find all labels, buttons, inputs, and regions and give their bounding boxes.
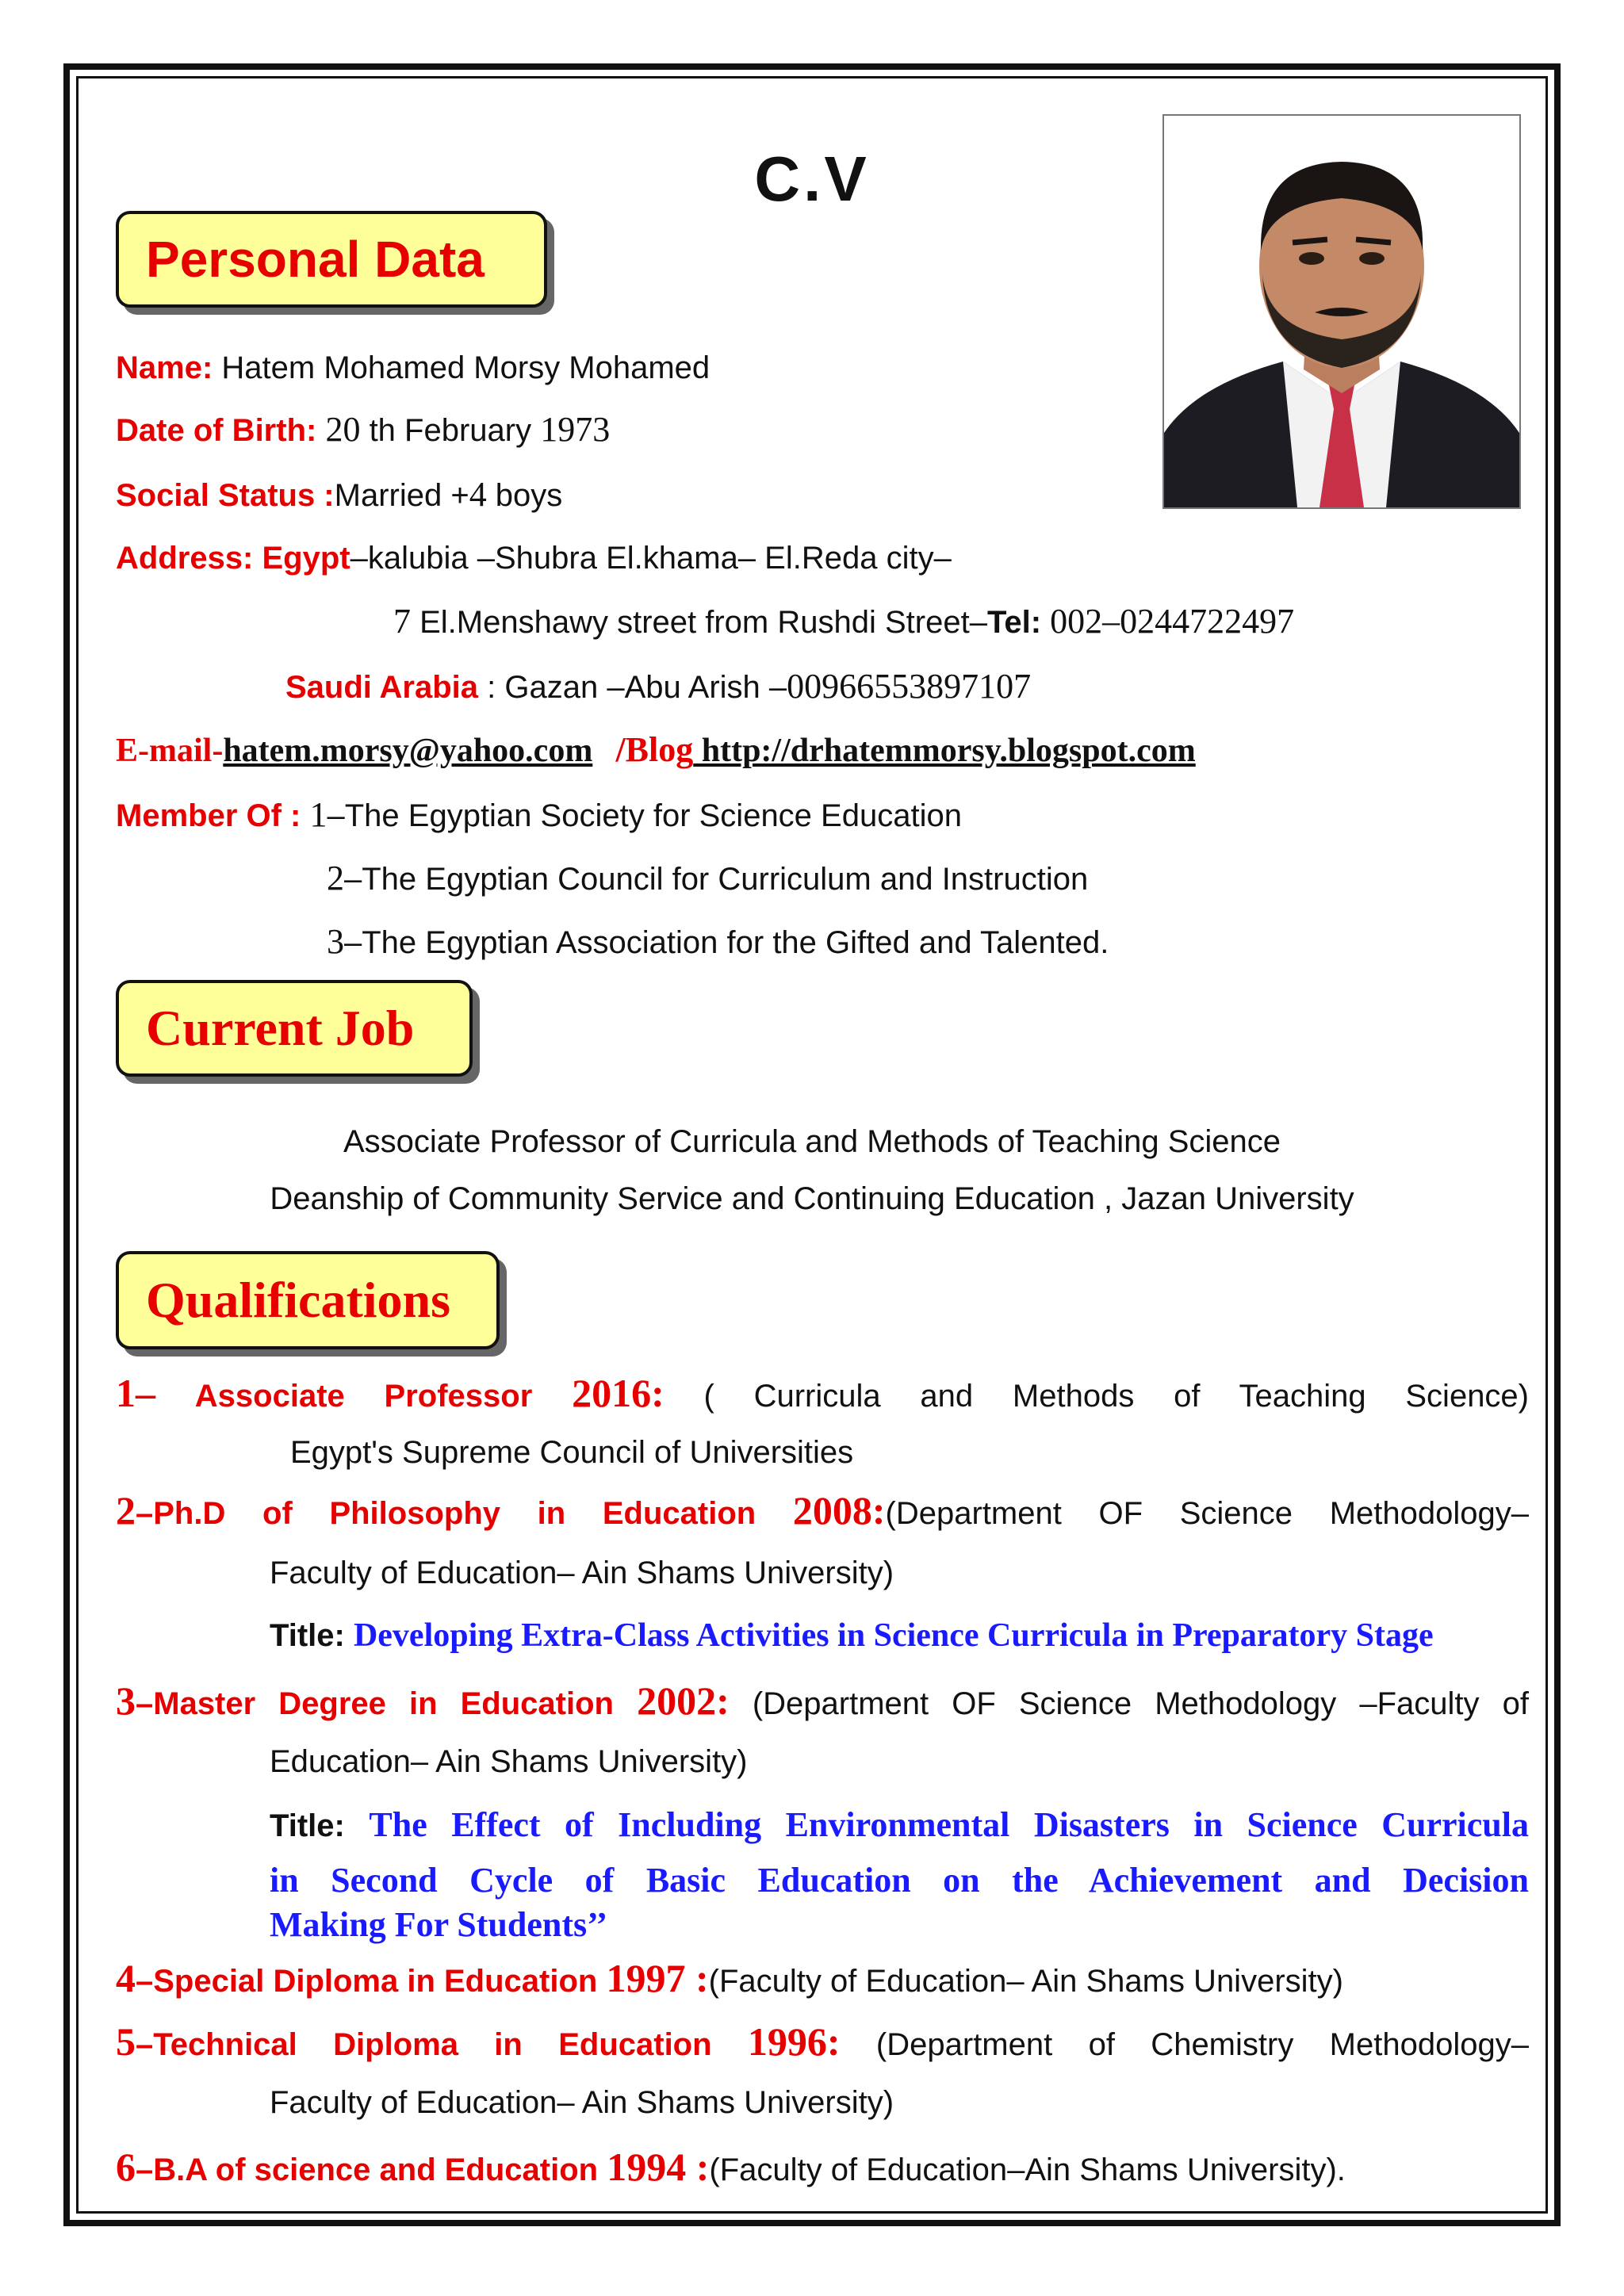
q5-number: 5 <box>116 2019 136 2064</box>
q1-line2: Egypt's Supreme Council of Universities <box>290 1435 854 1470</box>
q3-thesis-title-a: The Effect of Including Environmental Disasters in Science Curricula <box>369 1805 1529 1844</box>
social-status-row <box>116 477 562 512</box>
qualification-6 <box>116 2147 1346 2187</box>
q3-title-label: Title: <box>270 1808 345 1843</box>
member-row-1 <box>116 795 962 834</box>
tel-label: Tel: <box>986 605 1042 640</box>
social-status-num: 4 <box>469 475 487 514</box>
q5-year: 1996: <box>747 2019 841 2064</box>
address-row-2 <box>393 604 1294 639</box>
social-status-a: Married + <box>334 478 469 513</box>
q2-year: 2008: <box>792 1488 886 1533</box>
q3-text: (Department OF Science Methodology –Faculty of <box>752 1686 1529 1721</box>
q1-number: 1– <box>116 1371 155 1415</box>
page-title: C.V <box>754 144 870 214</box>
saudi-row <box>285 669 1031 704</box>
member-num-1: 1 <box>309 795 327 834</box>
q4-year: 1997 : <box>606 1956 709 2000</box>
qualification-2 <box>116 1488 1529 1533</box>
q3-line2: Education– Ain Shams University) <box>270 1744 748 1779</box>
portrait-image <box>1164 116 1519 507</box>
section-current-job: Current Job <box>116 980 473 1077</box>
member-num-3: 3 <box>327 922 344 961</box>
q2-number: 2 <box>116 1488 136 1533</box>
qualification-5 <box>116 2019 1529 2064</box>
member-text-2: –The Egyptian Council for Curriculum and Instruction <box>344 862 1089 897</box>
q4-text: (Faculty of Education– Ain Shams University) <box>708 1964 1343 1999</box>
saudi-phone: 00966553897107 <box>787 667 1032 706</box>
email-link[interactable]: hatem.morsy@yahoo.com <box>223 733 593 769</box>
blog-link[interactable]: http://drhatemmorsy.blogspot.com <box>693 733 1196 769</box>
q2-thesis-title: Developing Extra-Class Activities in Science Curricula in Preparatory Stage <box>353 1617 1434 1654</box>
address-label: Address: Egypt <box>116 541 350 576</box>
q2-line2: Faculty of Education– Ain Shams University) <box>270 1556 894 1590</box>
q4-label: –Special Diploma in Education <box>136 1964 598 1999</box>
dob-year: 1973 <box>540 410 611 449</box>
social-status-label: Social Status : <box>116 478 335 513</box>
q2-label: –Ph.D of Philosophy in Education <box>136 1496 756 1531</box>
address-line1: –kalubia –Shubra El.khama– El.Reda city– <box>350 541 952 576</box>
q3-thesis-title-c: Making For Students’’ <box>270 1905 608 1944</box>
q5-line2: Faculty of Education– Ain Shams University) <box>270 2085 894 2120</box>
social-status-b: boys <box>486 478 563 513</box>
dob-row <box>116 412 610 447</box>
member-row-3 <box>327 924 1109 959</box>
q4-number: 4 <box>116 1956 136 2000</box>
member-text-3: –The Egyptian Association for the Gifted and Talented. <box>344 925 1109 960</box>
qualification-3 <box>116 1678 1529 1723</box>
member-text-1: –The Egyptian Society for Science Education <box>327 798 962 833</box>
contact-row <box>116 730 1196 769</box>
dob-label: Date of Birth: <box>116 413 317 448</box>
name-label: Name: <box>116 350 213 385</box>
address-row <box>116 542 952 574</box>
q2-text: (Department OF Science Methodology– <box>885 1496 1529 1531</box>
q2-title-label: Title: <box>270 1618 345 1653</box>
address-line2: El.Menshawy street from Rushdi Street– <box>411 605 987 640</box>
name-value: Hatem Mohamed Morsy Mohamed <box>221 350 710 385</box>
address-number: 7 <box>393 602 411 641</box>
q1-label: Associate Professor <box>194 1379 533 1414</box>
q6-text: (Faculty of Education–Ain Shams University). <box>709 2152 1346 2187</box>
dob-day: 20 <box>325 410 361 449</box>
profile-photo <box>1162 114 1521 509</box>
qualification-1 <box>116 1373 1529 1413</box>
q1-year: 2016: <box>572 1371 665 1415</box>
member-num-2: 2 <box>327 859 344 897</box>
q6-label: –B.A of science and Education <box>136 2152 599 2187</box>
name-row <box>116 352 710 384</box>
saudi-address: : Gazan –Abu Arish – <box>478 670 787 705</box>
q6-number: 6 <box>116 2145 136 2189</box>
qualification-4 <box>116 1958 1343 1998</box>
q2-title-row <box>270 1619 1434 1652</box>
dob-month: th February <box>360 413 541 448</box>
section-qualifications: Qualifications <box>116 1251 500 1349</box>
q5-text: (Department of Chemistry Methodology– <box>875 2027 1529 2062</box>
job-department: Deanship of Community Service and Continuing Education , Jazan University <box>270 1181 1354 1216</box>
q3-thesis-title-b: in Second Cycle of Basic Education on the Achievement and Decision <box>270 1861 1529 1900</box>
q3-year: 2002: <box>637 1678 730 1723</box>
q1-text: ( Curricula and Methods of Teaching Science) <box>703 1379 1530 1414</box>
section-personal-data: Personal Data <box>116 211 547 308</box>
saudi-label: Saudi Arabia <box>285 670 479 705</box>
email-label: E-mail- <box>116 733 224 769</box>
q3-label: –Master Degree in Education <box>136 1686 614 1721</box>
member-label: Member Of : <box>116 798 310 833</box>
job-title: Associate Professor of Curricula and Methods of Teaching Science <box>343 1124 1281 1159</box>
tel-value: 002–0244722497 <box>1041 602 1295 641</box>
member-row-2 <box>327 861 1088 896</box>
blog-label: /Blog <box>615 730 694 769</box>
q3-number: 3 <box>116 1678 136 1723</box>
q3-title-row <box>270 1805 1529 1844</box>
q6-year: 1994 : <box>607 2145 710 2189</box>
q5-label: –Technical Diploma in Education <box>136 2027 712 2062</box>
